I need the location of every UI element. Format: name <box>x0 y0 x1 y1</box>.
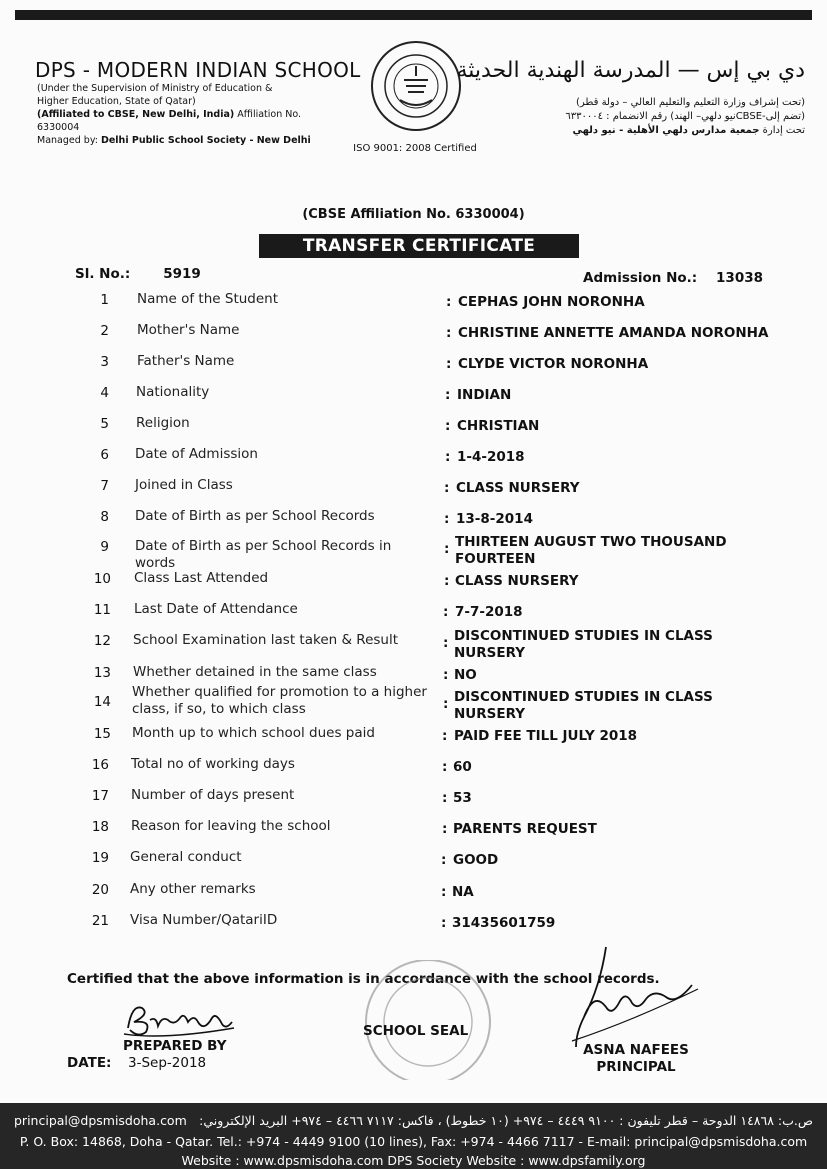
field-number: 9 <box>100 539 109 555</box>
admission-number <box>583 270 763 286</box>
field-label: Joined in Class <box>135 477 233 493</box>
field-colon: : <box>445 418 451 434</box>
field-number: 19 <box>91 850 109 866</box>
field-value: 13-8-2014 <box>456 511 533 527</box>
ar-line-1: (تحت إشراف وزارة التعليم والتعليم العالي – دولة قطر) <box>575 97 805 108</box>
field-number: 20 <box>91 882 109 898</box>
field-colon: : <box>443 667 449 683</box>
field-colon: : <box>442 759 448 775</box>
field-number: 1 <box>100 292 109 308</box>
admission-value: 13038 <box>716 270 763 286</box>
field-colon: : <box>446 356 452 372</box>
field-label: Whether detained in the same class <box>133 664 377 680</box>
field-number: 10 <box>93 571 111 587</box>
field-value: DISCONTINUED STUDIES IN CLASS NURSERY <box>454 689 713 722</box>
field-colon: : <box>442 821 448 837</box>
principal-name: ASNA NAFEES <box>583 1042 689 1058</box>
field-value: INDIAN <box>457 387 512 403</box>
managed-by-value: Delhi Public School Society - New Delhi <box>100 135 311 146</box>
field-value: CHRISTINE ANNETTE AMANDA NORONHA <box>458 325 769 341</box>
field-value: CEPHAS JOHN NORONHA <box>458 294 645 310</box>
field-value: 60 <box>453 759 472 775</box>
field-value: PAID FEE TILL JULY 2018 <box>454 728 638 744</box>
field-number: 3 <box>100 354 109 370</box>
field-colon: : <box>444 480 450 496</box>
field-colon: : <box>445 387 451 403</box>
field-value: PARENTS REQUEST <box>453 821 597 837</box>
field-number: 14 <box>93 694 111 710</box>
admission-label: Admission No.: <box>583 270 698 286</box>
field-value: CLASS NURSERY <box>455 573 579 589</box>
managed-by-prefix: Managed by: <box>37 135 101 146</box>
date-value: 3-Sep-2018 <box>128 1055 207 1071</box>
field-number: 15 <box>93 726 111 742</box>
footer-line-2: P. O. Box: 14868, Doha - Qatar. Tel.: +974 - 4449 9100 (10 lines), Fax: +974 - 4466 7117 - E-mail: principal@dpsmisdoha.com <box>19 1134 808 1149</box>
field-number: 17 <box>91 788 109 804</box>
field-value: DISCONTINUED STUDIES IN CLASS NURSERY <box>454 628 713 661</box>
ar-line-3-prefix: تحت إدارة <box>759 125 805 136</box>
field-label: Month up to which school dues paid <box>132 725 375 741</box>
field-label: Reason for leaving the school <box>131 818 331 834</box>
field-colon: : <box>442 790 448 806</box>
serial-value: 5919 <box>163 266 201 282</box>
field-value: GOOD <box>453 852 499 868</box>
preparer-signature-icon <box>120 998 270 1042</box>
school-name-ar: دي بي إس — المدرسة الهندية الحديثة <box>456 58 805 83</box>
field-label: Whether qualified for promotion to a higher class, if so, to which class <box>132 684 427 717</box>
field-colon: : <box>446 325 452 341</box>
prepared-by-label: PREPARED BY <box>123 1038 227 1054</box>
field-label: General conduct <box>130 849 242 865</box>
field-colon: : <box>443 604 449 620</box>
certificate-title: TRANSFER CERTIFICATE <box>259 234 579 258</box>
ar-line-3 <box>485 124 805 138</box>
footer <box>0 1103 827 1169</box>
principal-signature-icon <box>570 945 700 1055</box>
footer-email[interactable]: principal@dpsmisdoha.com <box>14 1113 187 1128</box>
field-colon: : <box>442 728 448 744</box>
field-colon: : <box>444 511 450 527</box>
school-seal-label: SCHOOL SEAL <box>363 1023 469 1039</box>
serial-label: Sl. No.: <box>75 266 131 282</box>
iso-certification: ISO 9001: 2008 Certified <box>353 143 477 154</box>
field-number: 4 <box>100 385 109 401</box>
field-label: Any other remarks <box>130 881 256 897</box>
field-colon: : <box>441 884 447 900</box>
field-value: CLASS NURSERY <box>456 480 580 496</box>
field-value: 53 <box>453 790 472 806</box>
ar-line-2: (تضم إلى-CBSEنيو دلهي– الهند) رقم الانضمام : ٦٣٣٠٠٠٤ <box>565 111 805 122</box>
affiliation-bold: (Affiliated to CBSE, New Delhi, India) <box>37 109 235 120</box>
field-number: 5 <box>100 416 109 432</box>
field-value: 1-4-2018 <box>457 449 525 465</box>
supervision-line-2: Higher Education, State of Qatar) <box>37 96 196 107</box>
field-colon: : <box>441 915 447 931</box>
field-label: Total no of working days <box>131 756 295 772</box>
field-value: NA <box>452 884 474 900</box>
field-number: 2 <box>100 323 109 339</box>
field-label: Number of days present <box>131 787 295 803</box>
field-label: Last Date of Attendance <box>134 601 298 617</box>
field-label: Date of Birth as per School Records in words <box>135 538 392 571</box>
field-value: 7-7-2018 <box>455 604 523 620</box>
field-colon: : <box>445 449 451 465</box>
certification-statement: Certified that the above information is in accordance with the school records. <box>67 971 660 987</box>
field-number: 11 <box>93 602 111 618</box>
field-number: 13 <box>93 665 111 681</box>
ar-line-3-bold: جمعية مدارس دلهي الأهلية - نيو دلهي <box>572 125 760 136</box>
affiliation-line <box>37 108 337 134</box>
serial-number <box>75 266 201 282</box>
field-label: Name of the Student <box>137 291 279 307</box>
field-colon: : <box>444 573 450 589</box>
cbse-affiliation: (CBSE Affiliation No. 6330004) <box>302 207 525 222</box>
field-number: 8 <box>100 509 109 525</box>
field-value: CLYDE VICTOR NORONHA <box>458 356 649 372</box>
managed-by-line <box>37 134 337 147</box>
top-bar <box>15 10 812 20</box>
field-colon: : <box>446 294 452 310</box>
field-value: 31435601759 <box>452 915 556 931</box>
field-number: 18 <box>91 819 109 835</box>
field-number: 16 <box>91 757 109 773</box>
field-colon: : <box>443 696 449 712</box>
field-label: Date of Birth as per School Records <box>135 508 375 524</box>
affiliation-number: Affiliation No. 6330004 <box>37 109 302 133</box>
field-label: Religion <box>136 415 190 431</box>
field-value: CHRISTIAN <box>457 418 540 434</box>
field-label: Class Last Attended <box>134 570 269 586</box>
supervision-line-1: (Under the Supervision of Ministry of Education & <box>37 83 273 94</box>
school-info-en <box>37 82 337 147</box>
field-value: THIRTEEN AUGUST TWO THOUSAND FOURTEEN <box>455 534 727 567</box>
field-value: NO <box>454 667 477 683</box>
footer-line-3: Website : www.dpsmisdoha.com DPS Society Website : www.dpsfamily.org <box>181 1153 646 1168</box>
principal-block <box>572 1042 700 1076</box>
field-label: Mother's Name <box>137 322 240 338</box>
school-logo-icon <box>370 40 462 132</box>
school-info-ar <box>485 96 805 138</box>
date-label: DATE: <box>67 1055 112 1071</box>
field-label: Visa Number/QatariID <box>130 912 278 928</box>
field-label: Date of Admission <box>135 446 258 462</box>
field-label: School Examination last taken & Result <box>133 632 399 648</box>
field-colon: : <box>444 541 450 557</box>
field-number: 7 <box>100 478 109 494</box>
principal-title: PRINCIPAL <box>596 1059 676 1075</box>
field-number: 21 <box>91 913 109 929</box>
field-label: Father's Name <box>137 353 235 369</box>
field-number: 6 <box>100 447 109 463</box>
footer-arabic-contacts: ص.ب: ١٤٨٦٨ الدوحة – قطر تليفون : ٩١٠٠ ٤٤٤٩ – ٩٧٤+ (١٠ خطوط) ، فاكس: ٧١١٧ ٤٤٦٦ – ٩٧٤+ البريد الإلكتروني: <box>199 1113 813 1128</box>
school-seal-icon <box>350 960 500 1080</box>
field-colon: : <box>441 852 447 868</box>
field-number: 12 <box>93 633 111 649</box>
school-name-en: DPS - MODERN INDIAN SCHOOL <box>35 58 361 82</box>
field-label: Nationality <box>136 384 210 400</box>
field-colon: : <box>443 635 449 651</box>
